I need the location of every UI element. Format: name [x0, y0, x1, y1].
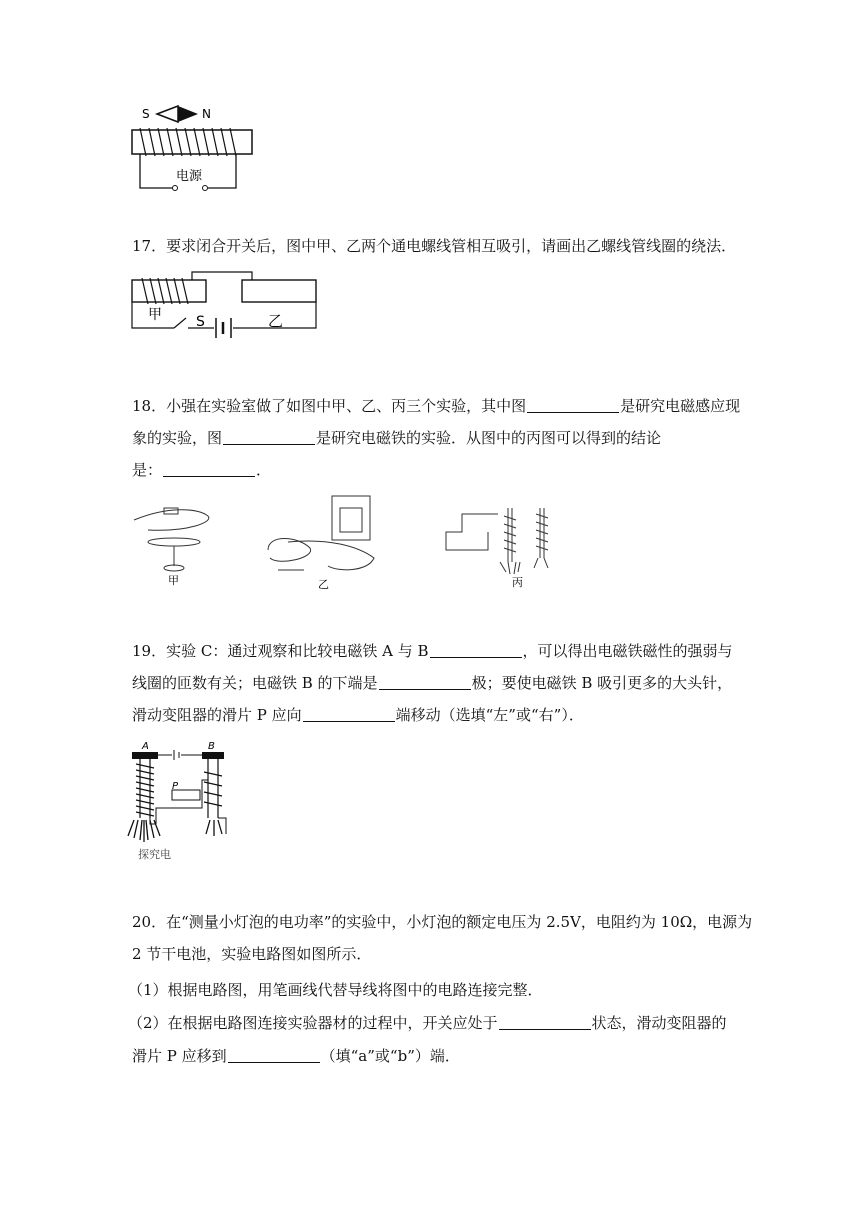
terminal-left	[173, 186, 178, 191]
pins-a	[128, 820, 160, 842]
q18-blank-3[interactable]	[163, 462, 255, 477]
label-p: P	[172, 781, 179, 792]
q19-line1: 19．实验 C：通过观察和比较电磁铁 A 与 B ，可以得出电磁铁磁性的强弱与	[132, 642, 733, 660]
q20-blank-1[interactable]	[499, 1015, 591, 1030]
wire-right	[208, 154, 236, 188]
q18-line2: 象的实验，图 是研究电磁铁的实验．从图中的丙图可以得到的结论	[132, 429, 662, 447]
q20-blank-2[interactable]	[228, 1048, 320, 1063]
coil-b	[204, 759, 222, 818]
q18-line3: 是： ．	[132, 461, 272, 479]
pins-b	[206, 820, 222, 836]
figure-17-solenoids	[128, 270, 320, 342]
experiment-yi	[268, 496, 374, 570]
coil-a	[136, 759, 154, 818]
label-b: B	[208, 741, 215, 752]
coil-jia	[142, 278, 188, 304]
q20-line5: 滑片 P 应移到 （填“a”或“b”）端．	[132, 1047, 460, 1065]
figure-19-electromagnets	[126, 740, 256, 864]
q18-line1: 18．小强在实验室做了如图中甲、乙、丙三个实验，其中图 是研究电磁感应现	[132, 397, 741, 415]
magnet-a-top	[132, 752, 158, 759]
q20-line2: 2 节干电池，实验电路图如图所示．	[132, 945, 372, 963]
q19-blank-2[interactable]	[379, 675, 471, 690]
figure-caption: 探究电	[138, 848, 171, 861]
connect-wire-top	[192, 272, 252, 280]
figure-18-experiments	[128, 492, 568, 592]
solenoid-yi	[242, 280, 316, 302]
label-yi: 乙	[318, 578, 329, 591]
q20-line3: （1）根据电路图，用笔画线代替导线将图中的电路连接完整．	[128, 981, 543, 999]
label-a: A	[142, 741, 149, 752]
label-s: S	[196, 314, 205, 330]
label-jia: 甲	[148, 307, 162, 323]
magnet-b-top	[202, 752, 224, 759]
experiment-bing	[446, 508, 548, 574]
label-yi: 乙	[268, 312, 284, 330]
terminal-right	[203, 186, 208, 191]
compass-n-label: N	[202, 107, 211, 121]
compass-s-label: S	[142, 107, 150, 121]
power-label: 电源	[176, 169, 203, 184]
wire-left	[140, 154, 172, 188]
q18-blank-2[interactable]	[223, 430, 315, 445]
figure-16-solenoid	[128, 100, 258, 195]
q18-blank-1[interactable]	[527, 398, 619, 413]
q20-line1: 20．在“测量小灯泡的电功率”的实验中，小灯泡的额定电压为 2.5V，电阻约为 10Ω，电源为	[132, 913, 753, 931]
solenoid-coil	[140, 128, 236, 156]
q20-line4: （2）在根据电路图连接实验器材的过程中，开关应处于 状态，滑动变阻器的	[128, 1014, 727, 1032]
experiment-jia	[134, 508, 209, 571]
label-jia: 甲	[168, 574, 179, 587]
q19-line3: 滑动变阻器的滑片 P 应向 端移动（选填“左”或“右”）．	[132, 706, 584, 724]
q17-text: 17．要求闭合开关后，图中甲、乙两个通电螺线管相互吸引，请画出乙螺线管线圈的绕法．	[132, 237, 737, 255]
q19-blank-1[interactable]	[430, 643, 522, 658]
compass-needle-s	[157, 106, 178, 122]
compass-needle-n	[178, 106, 198, 122]
q19-line2: 线圈的匝数有关；电磁铁 B 的下端是 极；要使电磁铁 B 吸引更多的大头针，	[132, 674, 733, 692]
q19-blank-3[interactable]	[303, 707, 395, 722]
label-bing: 丙	[512, 576, 523, 589]
switch-s	[174, 318, 186, 328]
